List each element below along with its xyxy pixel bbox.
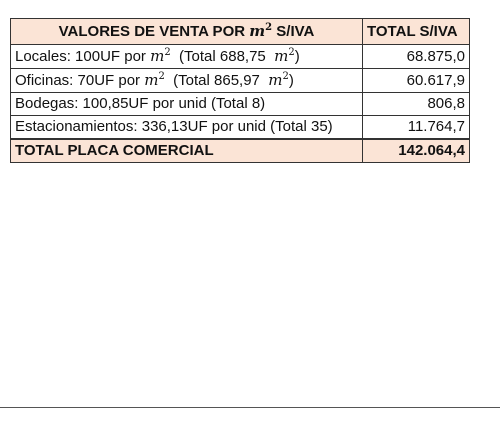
sales-values-table	[10, 18, 470, 163]
row-label-part: )	[288, 72, 294, 89]
row-unit-base: m	[144, 71, 159, 89]
header-sale-values	[11, 19, 363, 45]
row-unit-exponent: 2	[164, 47, 171, 58]
row-label-locales	[11, 45, 363, 69]
header-unit-base: m	[249, 22, 266, 40]
row-value-locales: 68.875,0	[363, 45, 470, 69]
row-unit-base: m	[274, 47, 289, 65]
total-value: 142.064,4	[363, 139, 470, 163]
row-label-part: (Total 865,97	[173, 72, 260, 89]
row-unit-exponent: 2	[288, 47, 295, 58]
header-total: TOTAL S/IVA	[363, 19, 470, 45]
table-total-row	[11, 139, 470, 163]
row-unit-exponent: 2	[282, 71, 289, 82]
row-label-estacionamientos: Estacionamientos: 336,13UF por unid (Total 35)	[11, 116, 363, 140]
header-unit	[249, 22, 272, 40]
row-unit-base: m	[268, 71, 283, 89]
row-unit	[144, 71, 165, 89]
header-sale-values-suffix: S/IVA	[276, 23, 315, 40]
total-label: TOTAL PLACA COMERCIAL	[11, 139, 363, 163]
row-unit	[274, 47, 295, 65]
row-unit-exponent: 2	[158, 71, 165, 82]
row-label-bodegas: Bodegas: 100,85UF por unid (Total 8)	[11, 93, 363, 116]
row-unit-base: m	[150, 47, 165, 65]
row-unit	[150, 47, 171, 65]
header-unit-exponent: 2	[265, 22, 273, 33]
row-label-oficinas	[11, 69, 363, 93]
table-row	[11, 45, 470, 69]
table-row	[11, 69, 470, 93]
bottom-divider	[0, 407, 500, 408]
row-label-part: Locales: 100UF por	[15, 48, 146, 65]
header-sale-values-prefix: VALORES DE VENTA POR	[58, 23, 246, 40]
table-header-row	[11, 19, 470, 45]
row-unit	[268, 71, 289, 89]
table-row	[11, 93, 470, 116]
row-value-oficinas: 60.617,9	[363, 69, 470, 93]
row-label-part: (Total 688,75	[179, 48, 266, 65]
row-label-part: Oficinas: 70UF por	[15, 72, 141, 89]
row-value-bodegas: 806,8	[363, 93, 470, 116]
row-label-part: )	[294, 48, 300, 65]
row-value-estacionamientos: 11.764,7	[363, 116, 470, 140]
table-row	[11, 116, 470, 140]
